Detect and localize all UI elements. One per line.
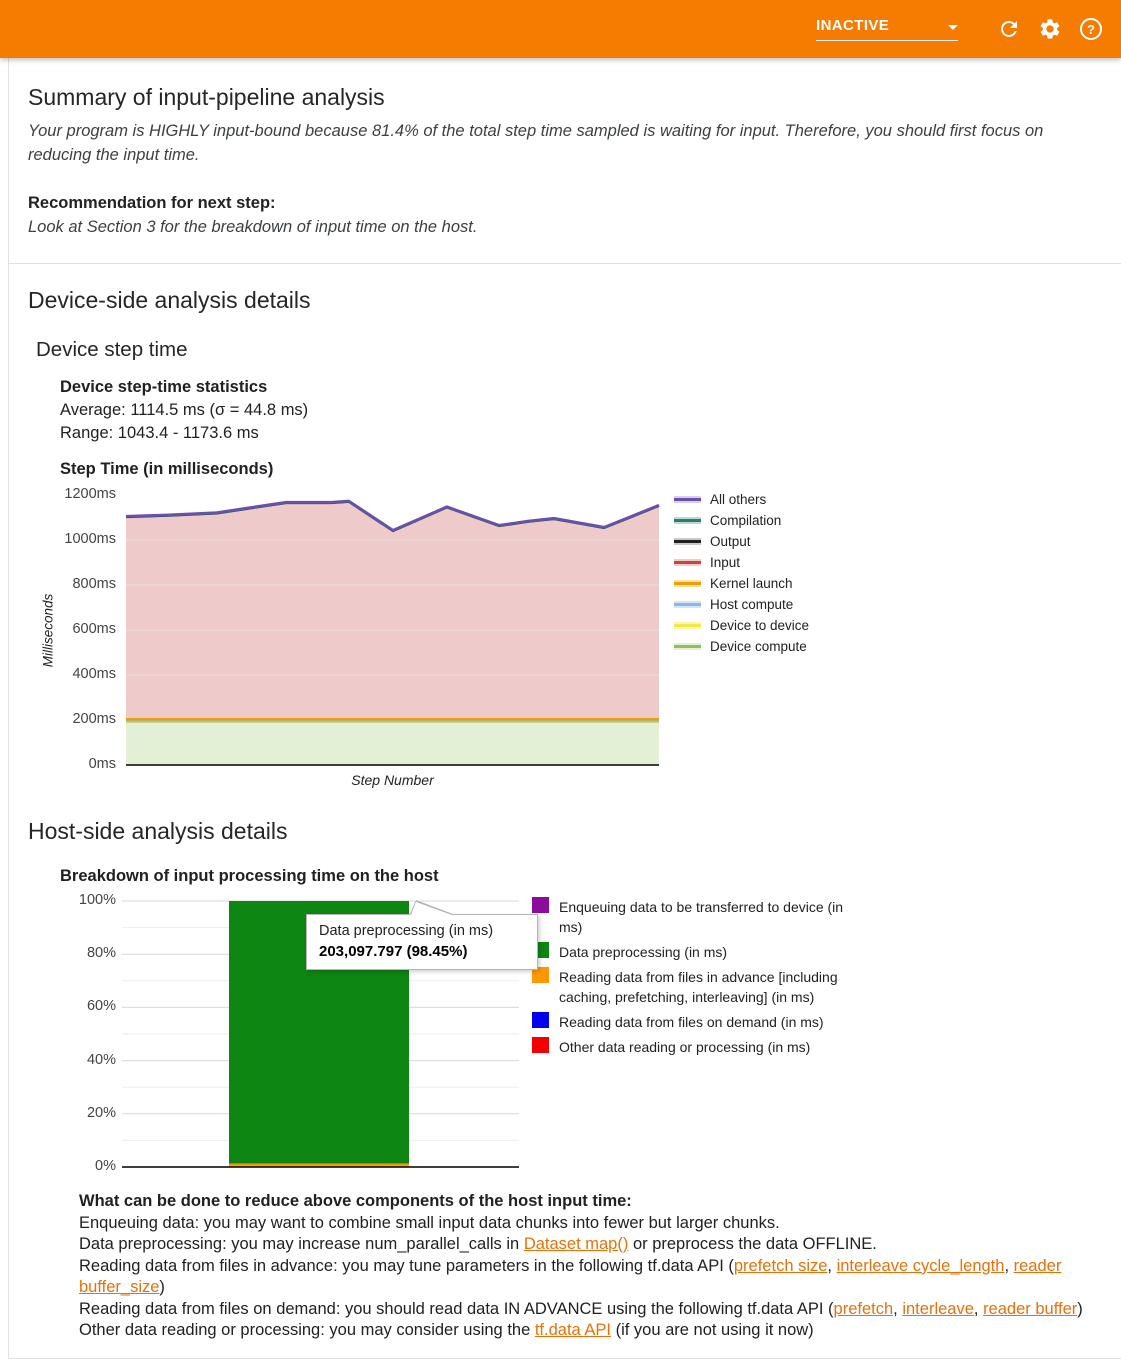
legend-item — [674, 489, 809, 510]
legend-item — [674, 573, 809, 594]
legend-swatch — [532, 897, 549, 913]
legend-swatch — [674, 495, 701, 504]
y-axis-tick: 600ms — [72, 621, 116, 637]
chevron-down-icon — [948, 25, 958, 30]
y-axis-tick: 800ms — [72, 576, 116, 592]
host-section-title: Host-side analysis details — [28, 818, 288, 844]
help-icon[interactable] — [1079, 17, 1103, 41]
app-header — [0, 0, 1121, 58]
tips-heading: What can be done to reduce above components of the host input time: — [79, 1192, 632, 1210]
legend-swatch — [674, 537, 701, 546]
legend-label: Host compute — [710, 597, 794, 612]
host-side-section — [9, 790, 1121, 1342]
device-side-section — [9, 264, 1121, 790]
tip-line — [79, 1320, 1091, 1342]
y-axis-tick: 80% — [86, 945, 116, 962]
y-axis-tick: 1000ms — [64, 531, 116, 547]
legend-item — [674, 531, 809, 552]
legend-swatch — [674, 600, 701, 609]
tip-text: Enqueuing data: you may want to combine small input data chunks into fewer but larger chunks. — [79, 1213, 780, 1232]
tf-data-api-link[interactable]: reader buffer — [983, 1299, 1078, 1318]
tip-text: ) — [159, 1278, 165, 1296]
legend-label: Input — [710, 555, 741, 570]
legend-item — [532, 942, 862, 962]
capture-status-label: INACTIVE — [816, 17, 890, 34]
tip-line — [79, 1256, 1091, 1299]
tf-data-api-link[interactable]: reader buffer_size — [79, 1256, 1062, 1296]
tip-text: or preprocess the data OFFLINE. — [628, 1235, 877, 1253]
tip-text: (if you are not using it now) — [610, 1321, 814, 1339]
legend-label: Data preprocessing (in ms) — [559, 944, 728, 960]
settings-gear-icon[interactable] — [1038, 17, 1062, 41]
summary-body: Your program is HIGHLY input-bound because 81.4% of the total step time sampled is waiting for input. Therefore, you should first focus on reducing the input time. — [28, 122, 1044, 164]
host-input-breakdown-chart[interactable] — [28, 894, 1121, 1184]
legend-label: All others — [710, 492, 767, 507]
device-step-time-stats — [60, 376, 1107, 445]
y-axis-tick: 400ms — [72, 666, 116, 682]
tf-data-api-link[interactable]: interleave — [902, 1299, 974, 1318]
legend-item — [674, 636, 809, 657]
y-axis-tick: 1200ms — [64, 486, 116, 502]
legend-label: Reading data from files in advance [including caching, prefetching, interleaving] (in ms) — [559, 969, 838, 1005]
main-content — [8, 58, 1121, 1359]
y-axis-tick: 100% — [78, 892, 116, 908]
tip-line — [79, 1299, 1091, 1321]
legend-item — [532, 1037, 862, 1057]
tf-data-api-link[interactable]: Dataset map() — [523, 1235, 629, 1253]
legend-swatch — [532, 1037, 549, 1053]
legend-item — [532, 1012, 862, 1032]
y-axis-tick: 0ms — [88, 756, 116, 772]
device-step-time-chart[interactable] — [28, 485, 1121, 790]
step-time-chart-heading: Step Time (in milliseconds) — [60, 460, 274, 478]
stats-average: Average: 1114.5 ms (σ = 44.8 ms) — [60, 401, 309, 419]
legend-label: Compilation — [710, 513, 782, 528]
tips-lines — [79, 1213, 1091, 1342]
tip-line — [79, 1213, 1091, 1235]
host-chart-legend — [532, 897, 862, 1062]
legend-label: Output — [710, 534, 751, 549]
tooltip-value: 203,097.797 (98.45%) — [319, 943, 468, 960]
tip-line — [79, 1234, 1091, 1256]
tip-text: , — [893, 1299, 903, 1318]
capture-status-dropdown[interactable] — [816, 17, 958, 41]
legend-item — [532, 967, 862, 1007]
summary-title: Summary of input-pipeline analysis — [28, 84, 385, 110]
tip-text: Other data reading or processing: you may consider using the — [79, 1321, 535, 1339]
recommendation-heading: Recommendation for next step: — [28, 194, 276, 212]
legend-item — [532, 897, 862, 937]
legend-label: Enqueuing data to be transferred to device (in ms) — [559, 899, 844, 935]
legend-label: Device to device — [710, 618, 810, 633]
tip-text: ) — [1077, 1299, 1083, 1318]
legend-swatch — [674, 642, 701, 651]
tf-data-api-link[interactable]: interleave cycle_length — [836, 1256, 1005, 1275]
legend-swatch — [674, 621, 701, 630]
legend-swatch — [674, 579, 701, 588]
summary-section — [9, 58, 1121, 263]
tip-text: Data preprocessing: you may increase num_parallel_calls in — [79, 1235, 524, 1253]
legend-item — [674, 552, 809, 573]
legend-swatch — [674, 558, 701, 567]
tip-text: , — [1004, 1256, 1014, 1275]
host-tips — [79, 1191, 1091, 1342]
tooltip-callout — [411, 902, 452, 915]
y-axis-tick: 0% — [95, 1158, 116, 1174]
refresh-icon[interactable] — [997, 17, 1021, 41]
y-axis-title: Milliseconds — [40, 593, 56, 668]
chart-tooltip — [306, 914, 538, 970]
svg-text:?: ? — [1087, 22, 1095, 37]
y-axis-tick: 40% — [86, 1051, 116, 1068]
stats-heading: Device step-time statistics — [60, 378, 268, 396]
tip-text: Reading data from files in advance: you may tune parameters in the following tf.data API ( — [79, 1256, 734, 1275]
legend-label: Other data reading or processing (in ms) — [559, 1039, 811, 1055]
legend-item — [674, 510, 809, 531]
recommendation-body: Look at Section 3 for the breakdown of input time on the host. — [28, 218, 478, 236]
legend-item — [674, 615, 809, 636]
tf-data-api-link[interactable]: tf.data API — [534, 1321, 611, 1339]
y-axis-tick: 60% — [86, 998, 116, 1015]
tf-data-api-link[interactable]: prefetch — [833, 1299, 894, 1318]
stats-range: Range: 1043.4 - 1173.6 ms — [60, 424, 259, 442]
tip-text: , — [827, 1256, 837, 1275]
bottom-divider — [9, 1358, 1121, 1359]
host-breakdown-chart-heading: Breakdown of input processing time on the host — [60, 867, 439, 885]
device-chart-legend — [674, 489, 809, 657]
y-axis-tick: 200ms — [72, 711, 116, 727]
legend-swatch — [674, 516, 701, 525]
device-chart-canvas[interactable] — [28, 485, 1121, 790]
legend-item — [674, 594, 809, 615]
tooltip-title: Data preprocessing (in ms) — [319, 923, 494, 939]
x-axis-title: Step Number — [351, 772, 434, 788]
legend-label: Reading data from files on demand (in ms) — [559, 1014, 824, 1030]
tf-data-api-link[interactable]: prefetch size — [733, 1256, 828, 1275]
legend-swatch — [532, 1012, 549, 1028]
tip-text: , — [973, 1299, 984, 1318]
y-axis-tick: 20% — [86, 1104, 116, 1121]
device-section-title: Device-side analysis details — [28, 287, 311, 313]
legend-label: Kernel launch — [710, 576, 793, 591]
legend-label: Device compute — [710, 639, 807, 654]
device-step-time-subtitle: Device step time — [36, 338, 188, 361]
tip-text: Reading data from files on demand: you should read data IN ADVANCE using the following tf.data API ( — [79, 1299, 834, 1318]
